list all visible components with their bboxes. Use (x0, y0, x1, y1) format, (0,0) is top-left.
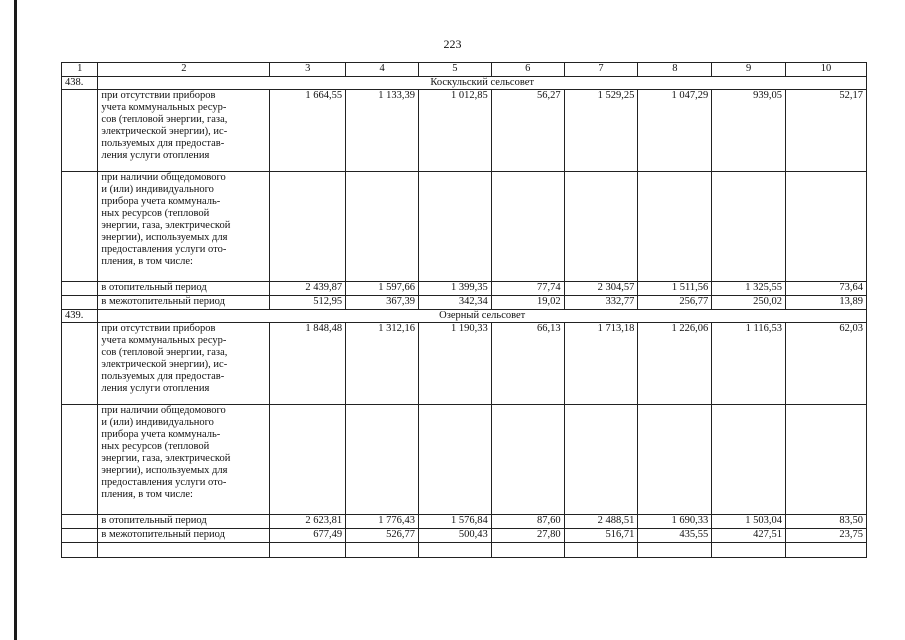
value-cell: 56,27 (491, 90, 564, 172)
index-cell (62, 282, 98, 296)
scan-edge-line (14, 0, 17, 640)
index-cell (62, 515, 98, 529)
description-line: при отсутствии приборов (101, 323, 216, 334)
section-header-row (62, 77, 867, 90)
description-cell (98, 90, 270, 172)
description-line: электрической энергии), ис- (101, 126, 228, 137)
description-line: сов (тепловой энергии, газа, (101, 347, 228, 358)
value-cell: 1 597,66 (346, 282, 419, 296)
value-cell (564, 405, 638, 515)
value-cell: 77,74 (491, 282, 564, 296)
value-cell: 23,75 (786, 529, 867, 543)
value-cell: 62,03 (786, 323, 867, 405)
description-line: при отсутствии приборов (101, 90, 216, 101)
value-cell: 256,77 (638, 296, 712, 310)
column-number: 8 (638, 63, 712, 77)
value-cell: 1 690,33 (638, 515, 712, 529)
description-line: прибора учета коммуналь- (101, 196, 221, 207)
table-row (62, 515, 867, 529)
tariff-table (61, 62, 867, 558)
empty-cell (712, 543, 786, 558)
value-cell: 512,95 (270, 296, 346, 310)
description-line: учета коммунальных ресур- (101, 335, 227, 346)
value-cell: 1 116,53 (712, 323, 786, 405)
value-cell: 1 012,85 (418, 90, 491, 172)
value-cell (270, 405, 346, 515)
column-number: 3 (270, 63, 346, 77)
value-cell (418, 405, 491, 515)
description-cell: в межотопительный период (98, 296, 270, 310)
empty-cell (270, 543, 346, 558)
table-row (62, 172, 867, 282)
table-row (62, 282, 867, 296)
index-cell (62, 405, 98, 515)
value-cell: 19,02 (491, 296, 564, 310)
value-cell: 1 312,16 (346, 323, 419, 405)
value-cell: 52,17 (786, 90, 867, 172)
value-cell: 83,50 (786, 515, 867, 529)
description-line: пользуемых для предостав- (101, 371, 225, 382)
section-index: 438. (62, 77, 98, 90)
description-line: энергии, газа, электрической (101, 453, 231, 464)
empty-cell (62, 543, 98, 558)
value-cell: 1 576,84 (418, 515, 491, 529)
table-row (62, 529, 867, 543)
column-number: 6 (491, 63, 564, 77)
column-number: 5 (418, 63, 491, 77)
description-line: при наличии общедомового (101, 405, 226, 416)
section-index: 439. (62, 310, 98, 323)
column-number: 4 (346, 63, 419, 77)
value-cell (491, 172, 564, 282)
index-cell (62, 172, 98, 282)
description-line: пользуемых для предостав- (101, 138, 225, 149)
value-cell (346, 172, 419, 282)
page-number: 223 (443, 37, 462, 51)
value-cell: 27,80 (491, 529, 564, 543)
description-line: энергии), используемых для (101, 232, 228, 243)
index-cell (62, 90, 98, 172)
value-cell: 250,02 (712, 296, 786, 310)
table-row (62, 323, 867, 405)
value-cell: 1 226,06 (638, 323, 712, 405)
section-header-row (62, 310, 867, 323)
index-cell (62, 529, 98, 543)
description-cell (98, 172, 270, 282)
description-line: учета коммунальных ресур- (101, 102, 227, 113)
description-line: энергии, газа, электрической (101, 220, 231, 231)
value-cell (638, 172, 712, 282)
description-cell: в отопительный период (98, 515, 270, 529)
description-line: ления услуги отопления (101, 383, 210, 394)
value-cell (270, 172, 346, 282)
value-cell: 367,39 (346, 296, 419, 310)
table-row (62, 90, 867, 172)
description-line: предоставления услуги ото- (101, 244, 227, 255)
value-cell: 1 776,43 (346, 515, 419, 529)
value-cell: 332,77 (564, 296, 638, 310)
table-row (62, 296, 867, 310)
value-cell: 13,89 (786, 296, 867, 310)
value-cell: 2 623,81 (270, 515, 346, 529)
empty-cell (418, 543, 491, 558)
value-cell: 2 488,51 (564, 515, 638, 529)
value-cell: 1 529,25 (564, 90, 638, 172)
column-numbers-row (62, 63, 867, 77)
value-cell: 1 503,04 (712, 515, 786, 529)
value-cell: 342,34 (418, 296, 491, 310)
description-line: прибора учета коммуналь- (101, 429, 221, 440)
description-line: ных ресурсов (тепловой (101, 208, 210, 219)
empty-cell (564, 543, 638, 558)
value-cell: 939,05 (712, 90, 786, 172)
table-trailing-row (62, 543, 867, 558)
value-cell: 500,43 (418, 529, 491, 543)
column-number: 1 (62, 63, 98, 77)
value-cell: 66,13 (491, 323, 564, 405)
value-cell: 1 399,35 (418, 282, 491, 296)
table-row (62, 405, 867, 515)
value-cell: 516,71 (564, 529, 638, 543)
column-number: 9 (712, 63, 786, 77)
table-body (62, 63, 867, 558)
value-cell: 1 848,48 (270, 323, 346, 405)
empty-cell (346, 543, 419, 558)
index-cell (62, 296, 98, 310)
value-cell: 73,64 (786, 282, 867, 296)
column-number: 7 (564, 63, 638, 77)
value-cell (712, 405, 786, 515)
value-cell (712, 172, 786, 282)
value-cell: 1 325,55 (712, 282, 786, 296)
value-cell (638, 405, 712, 515)
description-line: ных ресурсов (тепловой (101, 441, 210, 452)
description-cell (98, 323, 270, 405)
value-cell (786, 405, 867, 515)
value-cell: 2 439,87 (270, 282, 346, 296)
description-line: при наличии общедомового (101, 172, 226, 183)
value-cell: 526,77 (346, 529, 419, 543)
index-cell (62, 323, 98, 405)
description-line: пления, в том числе: (101, 489, 193, 500)
description-cell (98, 405, 270, 515)
description-cell: в межотопительный период (98, 529, 270, 543)
value-cell: 87,60 (491, 515, 564, 529)
description-line: сов (тепловой энергии, газа, (101, 114, 228, 125)
column-number: 10 (786, 63, 867, 77)
value-cell: 427,51 (712, 529, 786, 543)
value-cell: 1 664,55 (270, 90, 346, 172)
description-line: и (или) индивидуального (101, 184, 214, 195)
section-name: Озерный сельсовет (98, 310, 867, 323)
column-number: 2 (98, 63, 270, 77)
description-line: электрической энергии), ис- (101, 359, 228, 370)
value-cell: 1 190,33 (418, 323, 491, 405)
value-cell (786, 172, 867, 282)
empty-cell (786, 543, 867, 558)
value-cell (418, 172, 491, 282)
value-cell: 1 047,29 (638, 90, 712, 172)
section-name: Коскульский сельсовет (98, 77, 867, 90)
value-cell (564, 172, 638, 282)
value-cell (346, 405, 419, 515)
value-cell: 677,49 (270, 529, 346, 543)
empty-cell (638, 543, 712, 558)
value-cell: 2 304,57 (564, 282, 638, 296)
description-line: и (или) индивидуального (101, 417, 214, 428)
value-cell: 435,55 (638, 529, 712, 543)
description-line: пления, в том числе: (101, 256, 193, 267)
empty-cell (98, 543, 270, 558)
description-cell: в отопительный период (98, 282, 270, 296)
value-cell: 1 713,18 (564, 323, 638, 405)
value-cell: 1 511,56 (638, 282, 712, 296)
empty-cell (491, 543, 564, 558)
description-line: ления услуги отопления (101, 150, 210, 161)
description-line: предоставления услуги ото- (101, 477, 227, 488)
description-line: энергии), используемых для (101, 465, 228, 476)
value-cell: 1 133,39 (346, 90, 419, 172)
value-cell (491, 405, 564, 515)
